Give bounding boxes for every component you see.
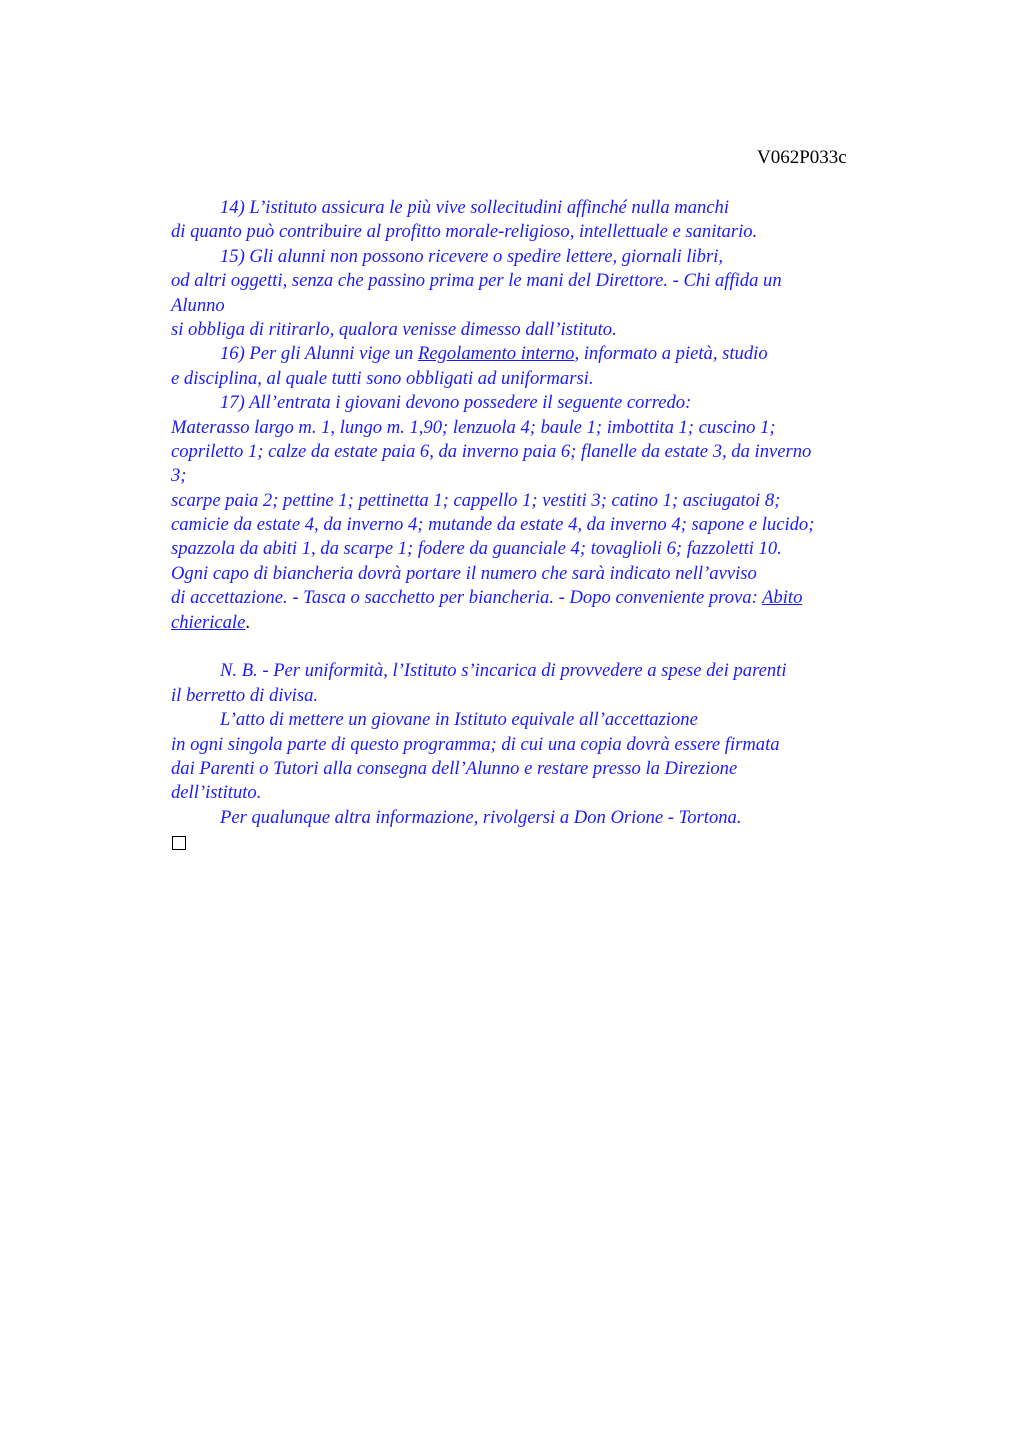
chiericale-link[interactable]: chiericale bbox=[171, 611, 246, 633]
paragraph-14-line-2: di quanto può contribuire al profitto morale-religioso, intellettuale e sanitario. bbox=[171, 221, 758, 243]
paragraph-15-line-1: 15) Gli alunni non possono ricevere o spedire lettere, giornali libri, bbox=[220, 245, 724, 267]
nota-bene-line-2: il berretto di divisa. bbox=[171, 684, 319, 706]
regolamento-interno-link[interactable]: Regolamento interno bbox=[417, 343, 575, 365]
blank-line bbox=[171, 635, 891, 659]
paragraph-15-line-4: si obbliga di ritirarlo, qualora venisse dimesso dall’istituto. bbox=[171, 318, 617, 340]
acceptance-line-4: dell’istituto. bbox=[171, 782, 262, 804]
nota-bene-line-1: N. B. - Per uniformità, l’Istituto s’incarica di provvedere a spese dei parenti bbox=[220, 660, 787, 682]
paragraph-17-line-2: Materasso largo m. 1, lungo m. 1,90; lenzuola 4; baule 1; imbottita 1; cuscino 1; bbox=[171, 416, 776, 438]
end-square-icon bbox=[172, 836, 186, 850]
paragraph-16-text-before: 16) Per gli Alunni vige un bbox=[220, 343, 418, 365]
paragraph-17-line-7: spazzola da abiti 1, da scarpe 1; fodere da guanciale 4; tovaglioli 6; fazzoletti 10. bbox=[171, 538, 782, 560]
paragraph-17-period: . bbox=[245, 611, 250, 633]
paragraph-17-line-4: 3; bbox=[171, 465, 187, 487]
paragraph-16-line-2: e disciplina, al quale tutti sono obbligati ad uniformarsi. bbox=[171, 367, 594, 389]
contact-line: Per qualunque altra informazione, rivolgersi a Don Orione - Tortona. bbox=[220, 806, 742, 828]
page-code: V062P033c bbox=[757, 147, 847, 168]
paragraph-17-line-3: copriletto 1; calze da estate paia 6, da inverno paia 6; flanelle da estate 3, da inverno bbox=[171, 440, 812, 462]
acceptance-line-1: L’atto di mettere un giovane in Istituto equivale all’accettazione bbox=[220, 709, 698, 731]
document-body bbox=[171, 196, 891, 850]
paragraph-17-line-8: Ogni capo di biancheria dovrà portare il numero che sarà indicato nell’avviso bbox=[171, 562, 757, 584]
paragraph-17-line-9 bbox=[171, 586, 891, 610]
paragraph-16-text-after: , informato a pietà, studio bbox=[574, 343, 768, 365]
paragraph-17-line-1: 17) All’entrata i giovani devono possedere il seguente corredo: bbox=[220, 392, 692, 414]
paragraph-16-line-1 bbox=[171, 342, 891, 366]
paragraph-17-line-5: scarpe paia 2; pettine 1; pettinetta 1; cappello 1; vestiti 3; catino 1; asciugatoi 8; bbox=[171, 489, 781, 511]
paragraph-15-line-3: Alunno bbox=[171, 294, 225, 316]
acceptance-line-2: in ogni singola parte di questo programma; di cui una copia dovrà essere firmata bbox=[171, 733, 780, 755]
paragraph-17-line-9-text: di accettazione. - Tasca o sacchetto per biancheria. - Dopo conveniente prova: bbox=[171, 587, 763, 609]
paragraph-14-line-1: 14) L’istituto assicura le più vive sollecitudini affinché nulla manchi bbox=[220, 197, 730, 218]
acceptance-line-3: dai Parenti o Tutori alla consegna dell’Alunno e restare presso la Direzione bbox=[171, 757, 738, 779]
abito-link[interactable]: Abito bbox=[762, 587, 803, 609]
paragraph-17-line-10 bbox=[171, 611, 891, 635]
paragraph-17-line-6: camicie da estate 4, da inverno 4; mutande da estate 4, da inverno 4; sapone e lucido; bbox=[171, 514, 815, 536]
paragraph-15-line-2: od altri oggetti, senza che passino prima per le mani del Direttore. - Chi affida un bbox=[171, 270, 782, 292]
